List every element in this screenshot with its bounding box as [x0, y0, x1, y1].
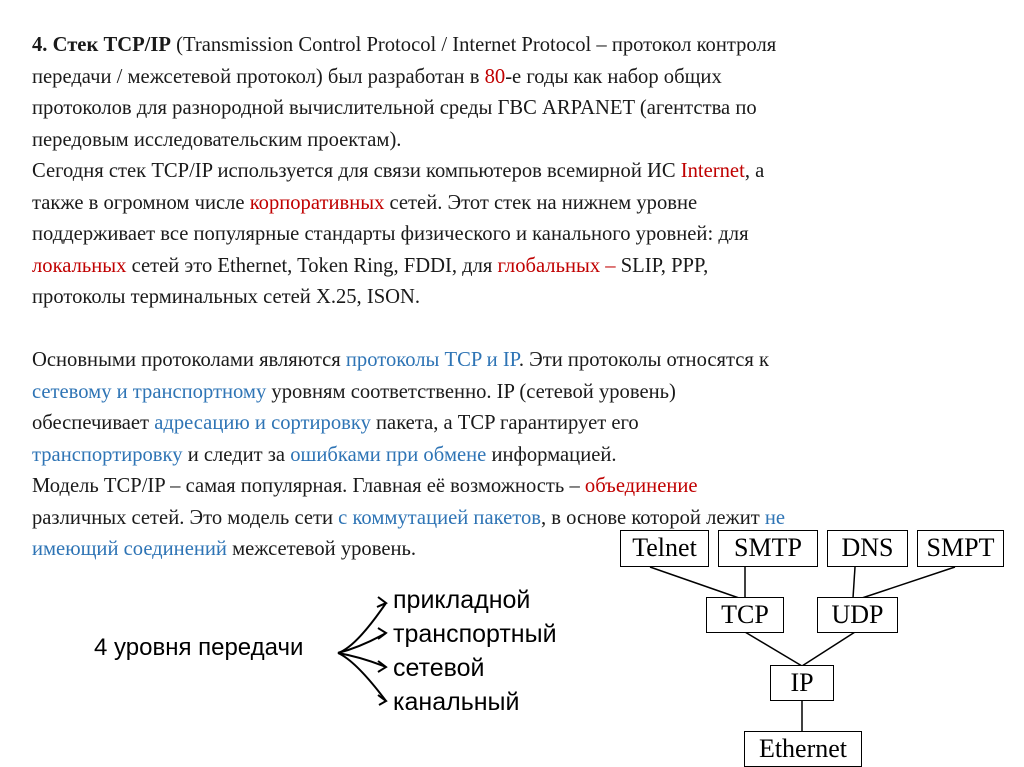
highlight-transport: транспортировку	[32, 443, 183, 466]
level-network: сетевой	[393, 654, 485, 682]
levels-fan-lines	[336, 585, 396, 715]
text-line-15: различных сетей. Это модель сети с коммутацией пакетов, в основе которой лежит не	[32, 506, 786, 529]
level-link: канальный	[393, 688, 520, 716]
text-line-6: также в огромном числе корпоративных сетей. Этот стек на нижнем уровне	[32, 191, 698, 214]
fan-line-2	[338, 633, 386, 653]
text-line-10: Основными протоколами являются протоколы TCP и IP. Эти протоколы относятся к	[32, 349, 770, 371]
node-dns: DNS	[827, 530, 908, 567]
level-transport: транспортный	[393, 620, 557, 648]
text-line-9: протоколы терминальных сетей X.25, ISON.	[32, 286, 421, 308]
text-line-4: передовым исследовательским проектам).	[32, 128, 402, 151]
text-line-5: Сегодня стек TCP/IP используется для связи компьютеров всемирной ИС Internet, а	[32, 160, 765, 182]
edge-telnet-tcp	[650, 567, 739, 598]
highlight-internet: Internet	[680, 160, 745, 182]
text-line-14: Модель TCP/IP – самая популярная. Главная её возможность – объединение	[32, 475, 698, 497]
node-ethernet: Ethernet	[744, 731, 862, 767]
highlight-tcp-ip: протоколы TCP и IP	[345, 349, 519, 371]
highlight-80: 80	[484, 65, 506, 88]
text-line-1: 4. Стек TCP/IP (Transmission Control Protocol / Internet Protocol – протокол контроля	[32, 34, 777, 56]
edge-tcp-ip	[745, 632, 802, 666]
text-line-16: имеющий соединений межсетевой уровень.	[32, 538, 417, 560]
text-line-2: передачи / межсетевой протокол) был разработан в 80-е годы как набор общих	[32, 65, 722, 88]
fan-line-4	[338, 653, 386, 701]
node-smpt: SMPT	[917, 530, 1004, 567]
body-text	[32, 30, 992, 566]
edge-smpt-udp	[862, 567, 955, 598]
text-line-3: протоколов для разнородной вычислительной среды ГВС ARPANET (агентства по	[32, 97, 757, 119]
text-line-8: локальных сетей это Ethernet, Token Ring, FDDI, для глобальных – SLIP, PPP,	[32, 254, 709, 277]
text-line-11: сетевому и транспортному уровням соответственно. IP (сетевой уровень)	[32, 380, 676, 403]
highlight-global: глобальных	[497, 254, 601, 277]
highlight-errors: ошибками при обмене	[290, 443, 487, 466]
text-line-7: поддерживает все популярные стандарты физического и канального уровней: для	[32, 223, 749, 245]
levels-label: 4 уровня передачи	[94, 634, 304, 661]
edge-udp-ip	[802, 632, 855, 666]
text-line-13: транспортировку и следит за ошибками при обмене информацией.	[32, 443, 617, 466]
edge-dns-udp	[853, 567, 855, 598]
highlight-not: не	[764, 506, 786, 529]
highlight-local: локальных	[32, 254, 127, 277]
highlight-layers: сетевому и транспортному	[32, 380, 267, 403]
node-tcp: TCP	[706, 597, 784, 633]
arrow-head-2	[378, 628, 386, 639]
highlight-packet-switching: с коммутацией пакетов	[338, 506, 541, 529]
highlight-connectionless: имеющий соединений	[32, 538, 227, 560]
highlight-corporate: корпоративных	[249, 191, 385, 214]
level-application: прикладной	[393, 586, 531, 614]
heading-lead: 4. Стек TCP/IP	[32, 34, 171, 56]
protocol-stack-diagram	[600, 520, 1010, 767]
node-telnet: Telnet	[620, 530, 709, 567]
paragraph-gap	[32, 314, 992, 346]
node-ip: IP	[770, 665, 834, 701]
highlight-addressing: адресацию и сортировку	[154, 412, 377, 434]
text-line-12: обеспечивает адресацию и сортировку пакета, а TCP гарантирует его	[32, 412, 639, 434]
highlight-union: объединение	[584, 475, 698, 497]
node-smtp: SMTP	[718, 530, 818, 567]
node-udp: UDP	[817, 597, 898, 633]
fan-line-3	[338, 653, 386, 667]
